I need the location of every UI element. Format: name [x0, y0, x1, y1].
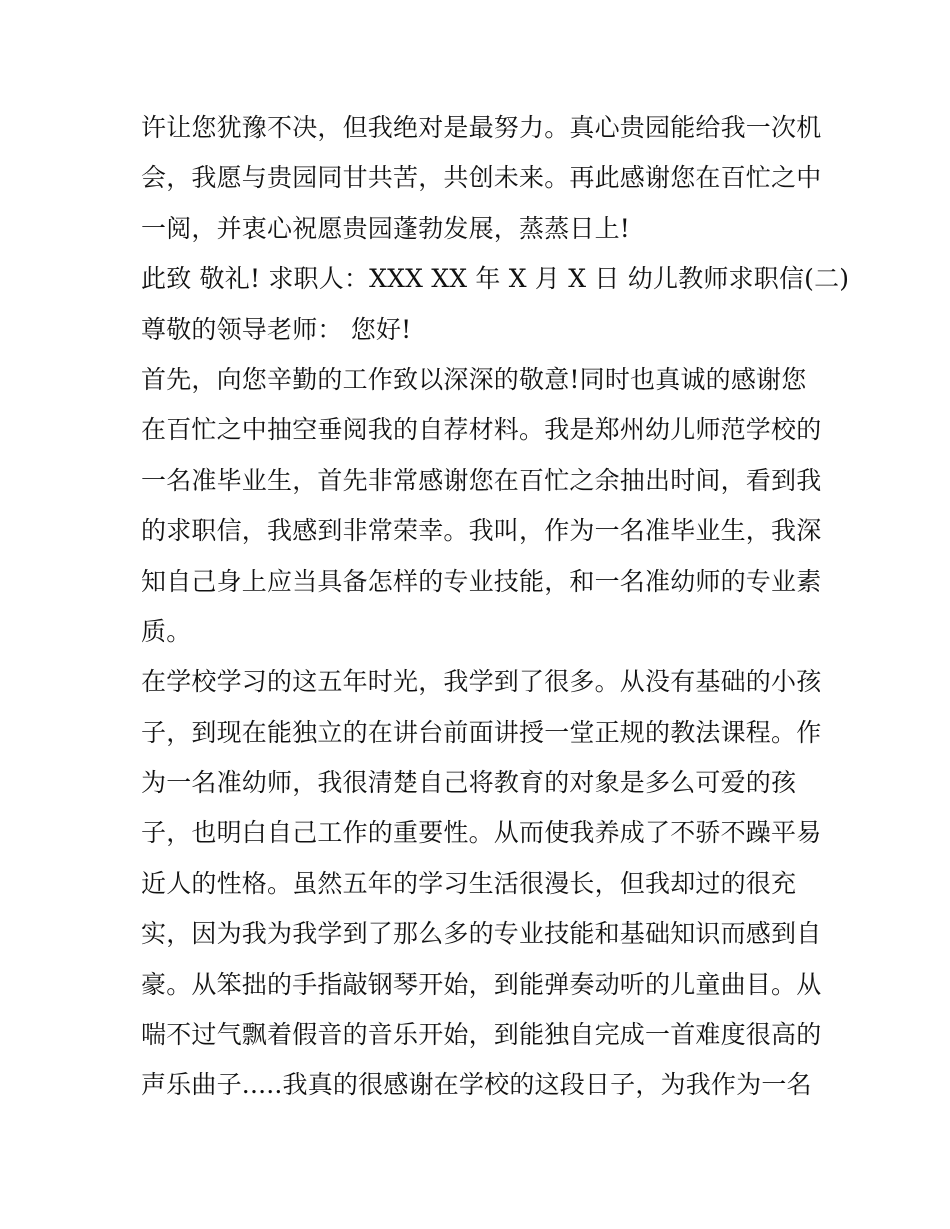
salutation-line: 尊敬的领导老师： 您好!: [141, 314, 412, 344]
text-line: 在百忙之中抽空垂阅我的自荐材料。我是郑州幼儿师范学校的: [141, 415, 822, 445]
text-line: 子，到现在能独立的在讲台前面讲授一堂正规的教法课程。作: [141, 717, 822, 747]
letter-body: [141, 103, 850, 1111]
text-line: 质。: [141, 616, 192, 646]
text-line: 一名准毕业生，首先非常感谢您在百忙之余抽出时间，看到我: [141, 465, 822, 495]
text-line: 豪。从笨拙的手指敲钢琴开始，到能弹奏动听的儿童曲目。从: [141, 969, 822, 999]
text-line: 一阅，并衷心祝愿贵园蓬勃发展，蒸蒸日上!: [141, 213, 631, 243]
text-line: 声乐曲子.....我真的很感谢在学校的这段日子，为我作为一名: [141, 1070, 812, 1100]
text-line: 子，也明白自己工作的重要性。从而使我养成了不骄不躁平易: [141, 818, 822, 848]
text-line: 首先，向您辛勤的工作致以深深的敬意!同时也真诚的感谢您: [141, 364, 807, 394]
text-line: 会，我愿与贵园同甘共苦，共创未来。再此感谢您在百忙之中: [141, 163, 822, 193]
text-line: 为一名准幼师，我很清楚自己将教育的对象是多么可爱的孩: [141, 768, 797, 798]
text-line: 的求职信，我感到非常荣幸。我叫，作为一名准毕业生，我深: [141, 516, 822, 546]
text-line: 喘不过气飘着假音的音乐开始，到能独自完成一首难度很高的: [141, 1020, 822, 1050]
text-line: 实，因为我为我学到了那么多的专业技能和基础知识而感到自: [141, 919, 822, 949]
text-line: 近人的性格。虽然五年的学习生活很漫长，但我却过的很充: [141, 868, 797, 898]
closing-line: 此致 敬礼! 求职人：XXX XX 年 X 月 X 日 幼儿教师求职信(二): [141, 264, 850, 294]
text-line: 知自己身上应当具备怎样的专业技能，和一名准幼师的专业素: [141, 566, 822, 596]
text-line: 在学校学习的这五年时光，我学到了很多。从没有基础的小孩: [141, 667, 822, 697]
text-line: 许让您犹豫不决，但我绝对是最努力。真心贵园能给我一次机: [141, 113, 822, 142]
